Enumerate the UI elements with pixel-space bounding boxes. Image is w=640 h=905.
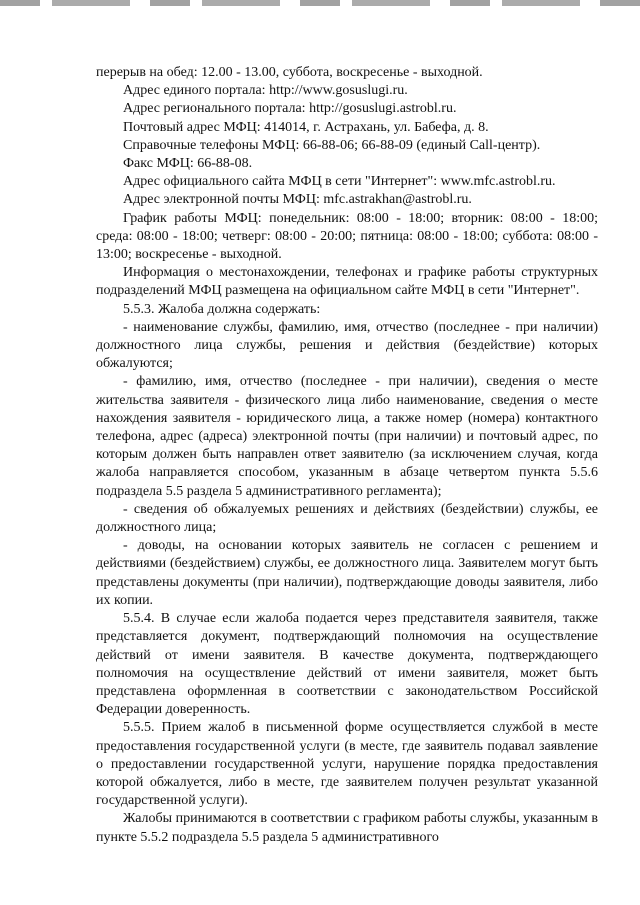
paragraph: - фамилию, имя, отчество (последнее - при наличии), сведения о месте жительства заявителя - физического лица либо наименование, сведения о месте нахождения заявителя - юридического лица, а также номер (номера) контактного телефона, адрес (адреса) электронной почты (при наличии) и почтовый адрес, по которым должен быть направлен ответ заявителю (за исключением случая, когда жалоба направляется способом, указанным в абзаце четвертом пункта 5.5.6 подраздела 5.5 раздела 5 административного регламента); (96, 374, 598, 499)
scan-artifact (0, 0, 640, 6)
paragraph: 5.5.3. Жалоба должна содержать: (123, 301, 321, 317)
paragraph: Информация о местонахождении, телефонах и графике работы структурных подразделений МФЦ размещена на официальном сайте МФЦ в сети "Интернет". (96, 265, 598, 299)
paragraph: - доводы, на основании которых заявитель не согласен с решением и действиями (бездействием) службы, ее должностного лица. Заявителем могут быть представлены документы (при наличии), подтверждающие доводы заявителя, либо их копии. (96, 538, 598, 608)
paragraph: - сведения об обжалуемых решениях и действиях (бездействии) службы, ее должностного лица; (96, 501, 598, 536)
paragraph: Жалобы принимаются в соответствии с графиком работы службы, указанным в пункте 5.5.2 подраздела 5.5 раздела 5 административного (96, 811, 598, 845)
paragraph: Факс МФЦ: 66-88-08. (123, 156, 253, 172)
paragraph: Адрес единого портала: http://www.gosuslugi.ru. (123, 83, 408, 99)
paragraph: Адрес официального сайта МФЦ в сети "Интернет": www.mfc.astrobl.ru. (123, 174, 556, 190)
paragraph: 5.5.4. В случае если жалоба подается через представителя заявителя, также представляется документ, подтверждающий полномочия на осуществление действий от имени заявителя. В качестве документа, подтверждающего полномочия на осуществление действий от имени заявителя, может быть представлена оформленная в соответствии с законодательством Российской Федерации доверенность. (96, 611, 598, 718)
paragraph: Адрес регионального портала: http://gosuslugi.astrobl.ru. (123, 101, 457, 117)
paragraph: Почтовый адрес МФЦ: 414014, г. Астрахань, ул. Бабефа, д. 8. (123, 119, 489, 135)
document-page (96, 64, 598, 847)
paragraph: График работы МФЦ: понедельник: 08:00 - 18:00; вторник: 08:00 - 18:00; среда: 08:00 - 18:00; четверг: 08:00 - 20:00; пятница: 08:00 - 18:00; суббота: 08:00 - 13:00; воскресенье - выходной. (96, 210, 598, 263)
paragraph: перерыв на обед: 12.00 - 13.00, суббота, воскресенье - выходной. (96, 65, 483, 80)
paragraph: 5.5.5. Прием жалоб в письменной форме осуществляется службой в месте предоставления государственной услуги (в месте, где заявитель подавал заявление о предоставлении государственной услуги, нарушение порядка предоставления которой обжалуется, либо в месте, где заявителем получен результат указанной государственной услуги). (96, 720, 598, 809)
paragraph: - наименование службы, фамилию, имя, отчество (последнее - при наличии) должностного лица службы, решения и действия (бездействие) которых обжалуются; (96, 319, 598, 372)
paragraph: Адрес электронной почты МФЦ: mfc.astrakhan@astrobl.ru. (123, 192, 472, 208)
paragraph: Справочные телефоны МФЦ: 66-88-06; 66-88-09 (единый Call-центр). (123, 137, 541, 153)
